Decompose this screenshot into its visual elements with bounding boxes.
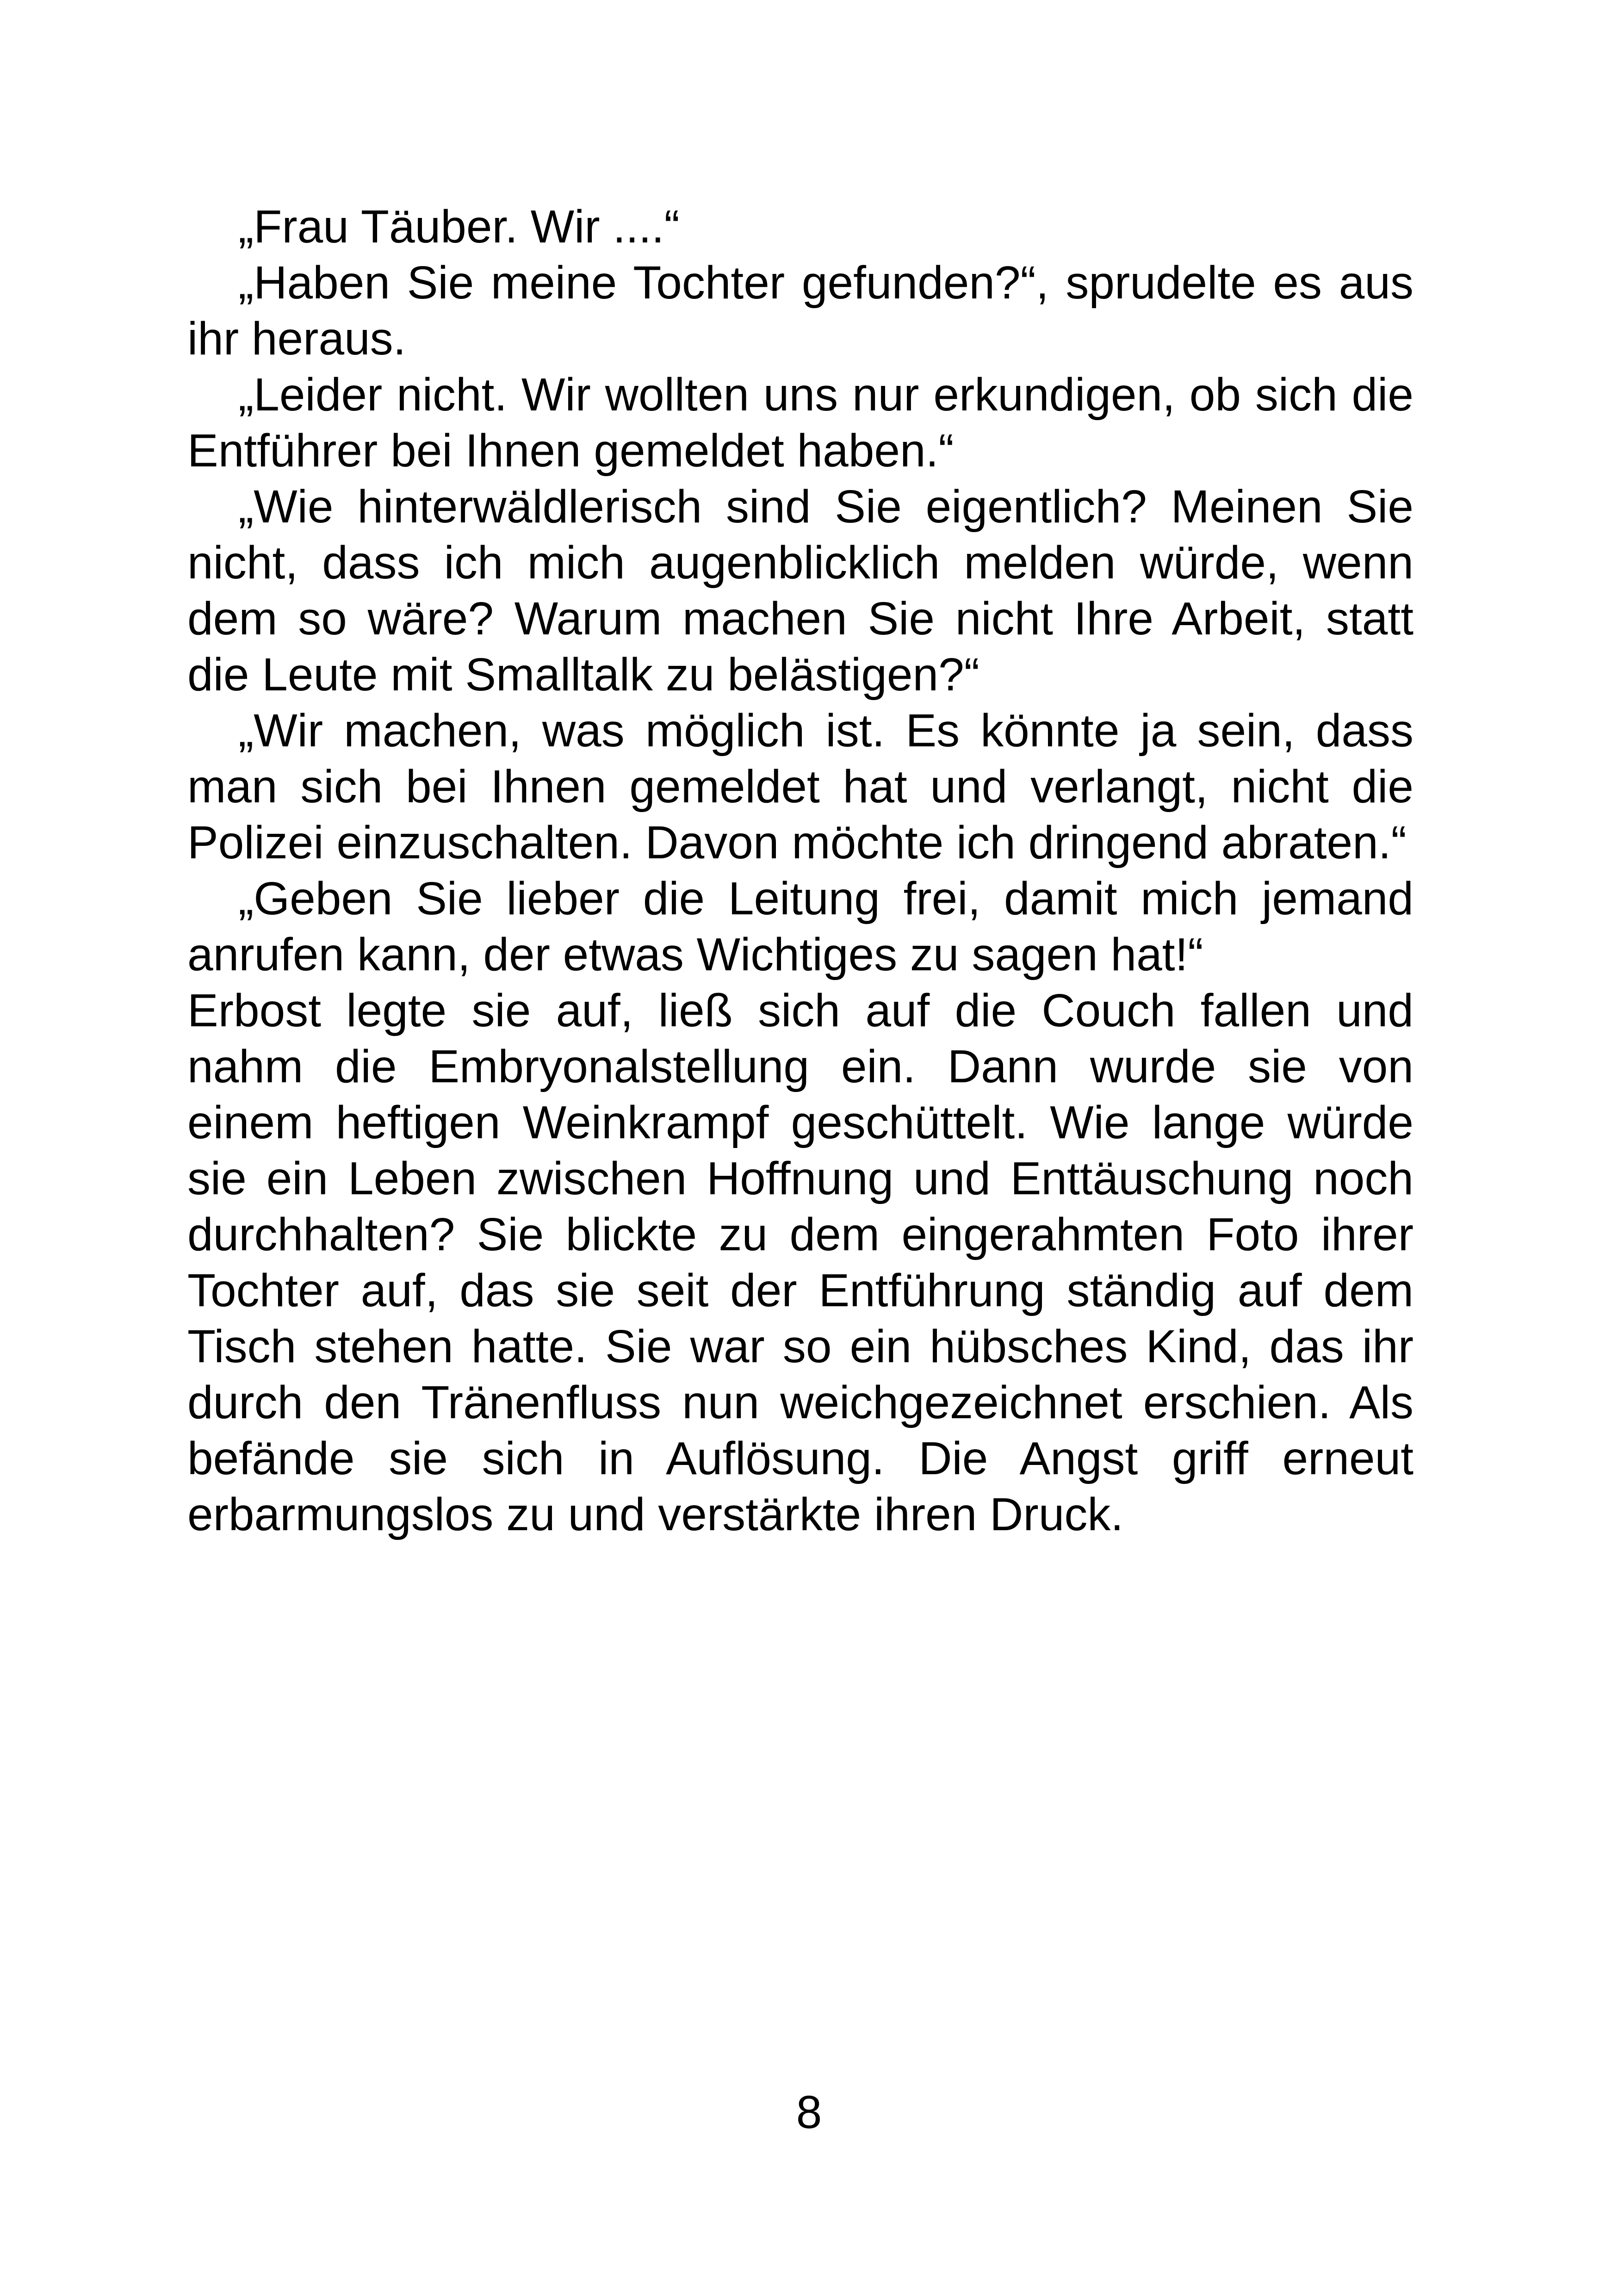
paragraph-1: „Frau Täuber. Wir ....“ [238,201,680,253]
paragraph-4: „Wie hinterwäldlerisch sind Sie eigentlich? Meinen Sie nicht, dass ich mich augenblicklich melden würde, wenn dem so wäre? Warum machen Sie nicht Ihre Arbeit, statt die Leute mit Smalltalk zu belästigen?“ [187,481,1413,701]
paragraph-7: Erbost legte sie auf, ließ sich auf die Couch fallen und nahm die Embryonalstellung ein. Dann wurde sie von einem heftigen Weinkrampf geschüttelt. Wie lange würde sie ein Leben zwischen Hoffnung und Enttäuschung noch durchhalten? Sie blickte zu dem eingerahmten Foto ihrer Tochter auf, das sie seit der Entführung ständig auf dem Tisch stehen hatte. Sie war so ein hübsches Kind, das ihr durch den Tränenfluss nun weichgezeichnet erschien. Als befände sie sich in Auflösung. Die Angst griff erneut erbarmungslos zu und verstärkte ihren Druck. [187,985,1413,1540]
paragraph-3: „Leider nicht. Wir wollten uns nur erkundigen, ob sich die Entführer bei Ihnen gemeldet haben.“ [187,369,1413,477]
paragraph-5: „Wir machen, was möglich ist. Es könnte ja sein, dass man sich bei Ihnen gemeldet hat und verlangt, nicht die Polizei einzuschalten. Davon möchte ich dringend abraten.“ [187,705,1413,869]
page-number: 8 [796,2086,822,2138]
body-text [187,199,1413,1543]
paragraph-6: „Geben Sie lieber die Leitung frei, damit mich jemand anrufen kann, der etwas Wichtiges zu sagen hat!“ [187,873,1413,980]
paragraph-2: „Haben Sie meine Tochter gefunden?“, sprudelte es aus ihr heraus. [187,257,1413,365]
